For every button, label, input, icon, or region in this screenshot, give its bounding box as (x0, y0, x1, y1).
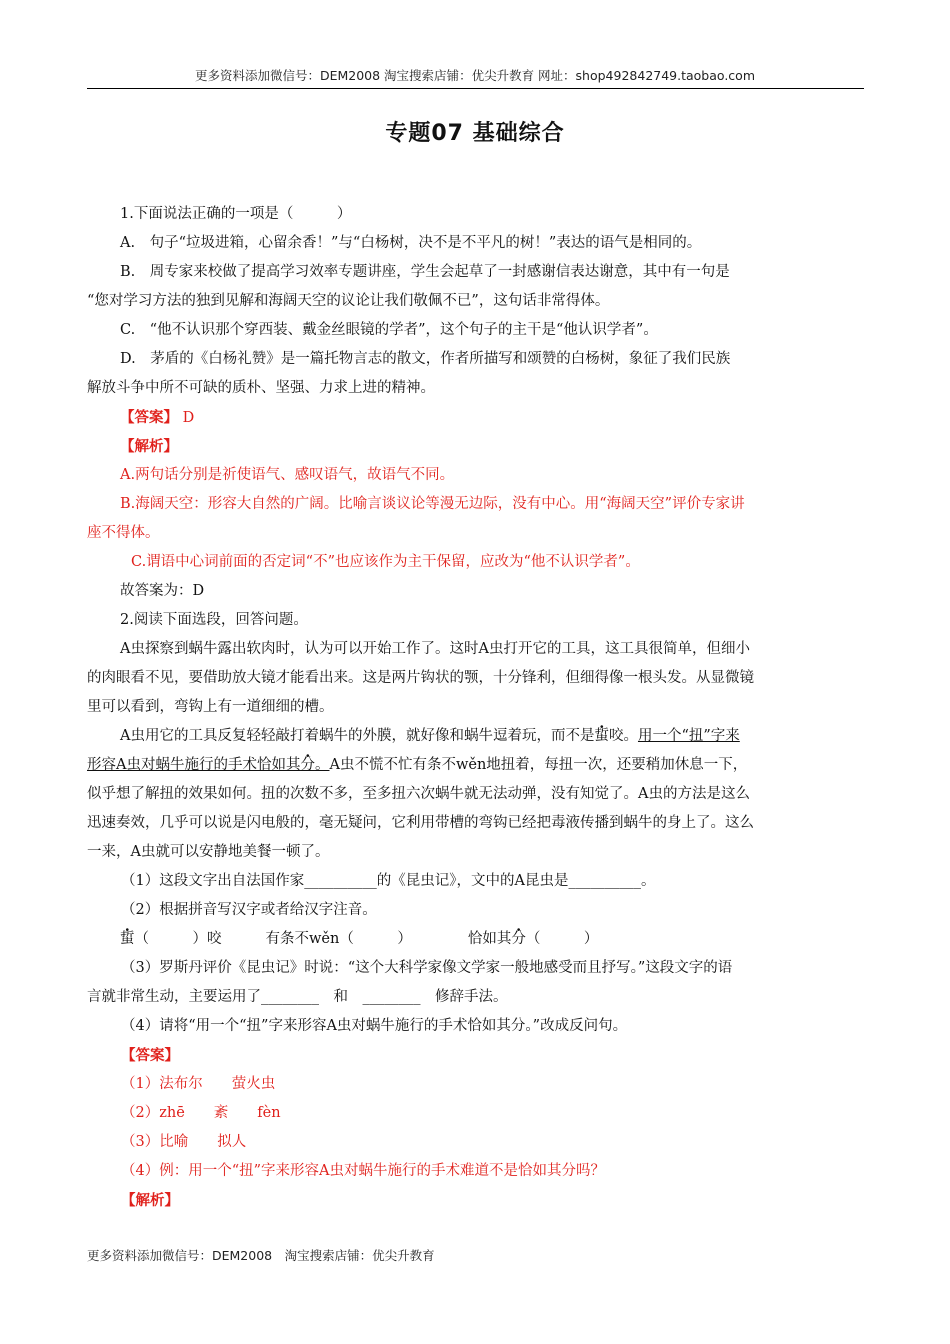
q1-option-c: C. “他不认识那个穿西装、戴金丝眼镜的学者”，这个句子的主干是“他认识学者”。 (120, 322, 658, 338)
q1-final-answer: 故答案为：D (120, 583, 205, 599)
q2-passage-p1-line1: A虫探察到蜗牛露出软肉时，认为可以开始工作了。这时A虫打开它的工具，这工具很简单，但细小 (120, 641, 750, 657)
underlined-sentence-part1: 用一个“扭”字来 (637, 728, 740, 744)
q2-passage-p2-line4: 迅速奏效，几乎可以说是闪电般的，毫无疑问，它利用带槽的弯钩已经把毒液传播到蜗牛的身上了。这么 (87, 815, 754, 831)
q2-passage-p2-line5: 一来，A虫就可以安静地美餐一顿了。 (87, 844, 330, 860)
document-body (87, 200, 863, 1215)
page-footer: 更多资料添加微信号：DEM2008 淘宝搜索店铺：优尖升教育 (87, 1248, 435, 1263)
dotted-char-fen-item: 分 (511, 931, 526, 947)
q1-option-b-line1: B. 周专家来校做了提高学习效率专题讲座，学生会起草了一封感谢信表达谢意，其中有一句是 (120, 264, 730, 280)
q2-stem: 2.阅读下面选段，回答问题。 (120, 612, 308, 628)
q2-pinyin-items: 蜇（ ）咬 有条不wěn（ ） 恰如其分（ ） (120, 931, 599, 947)
answer-label: 【答案】 (120, 409, 178, 426)
q2-subquestion-3-line1: （3）罗斯丹评价《昆虫记》时说：“这个大科学家像文学家一般地感受而且抒写。”这段文字的语 (121, 960, 733, 976)
q2-passage-p2-line2: 形容A虫对蜗牛施行的手术恰如其分。A虫不慌不忙有条不wěn地扭着，每扭一次，还要稍加休息一下， (87, 757, 748, 773)
q1-explanation-b-line1: B.海阔天空：形容大自然的广阔。比喻言谈议论等漫无边际，没有中心。用“海阔天空”评价专家讲 (120, 496, 745, 512)
q2-answer-label: 【答案】 (121, 1047, 179, 1064)
q2-subquestion-3-line2: 言就非常生动，主要运用了________ 和 ________ 修辞手法。 (87, 989, 508, 1005)
q1-option-a: A. 句子“垃圾进箱，心留余香！”与“白杨树，决不是不平凡的树！”表达的语气是相同的。 (120, 235, 702, 251)
answer-value: D (178, 410, 195, 426)
q1-option-b-line2: “您对学习方法的独到见解和海阔天空的议论让我们敬佩不已”，这句话非常得体。 (87, 293, 610, 309)
q1-option-d-line2: 解放斗争中所不可缺的质朴、坚强、力求上进的精神。 (87, 380, 435, 396)
dotted-char-zhe: 蜇 (594, 728, 609, 744)
q2-answer-4: （4）例：用一个“扭”字来形容A虫对蜗牛施行的手术难道不是恰如其分吗？ (121, 1163, 606, 1179)
dotted-char-fen: 分 (300, 757, 315, 773)
q1-explanation-c: C.谓语中心词前面的否定词“不”也应该作为主干保留，应改为“他不认识学者”。 (131, 554, 640, 570)
q2-passage-p1-line2: 的肉眼看不见，要借助放大镜才能看出来。这是两片钩状的颚，十分锋利，但细得像一根头发。从显微镜 (87, 670, 754, 686)
q1-answer (87, 403, 863, 432)
q1-analysis-label: 【解析】 (120, 438, 178, 455)
q1-stem: 1.下面说法正确的一项是（ ） (120, 206, 352, 222)
header-rule (87, 88, 864, 89)
underlined-sentence-part2: 形容A虫对蜗牛施行的手术恰如其分。 (87, 757, 330, 773)
q2-analysis-label: 【解析】 (121, 1192, 179, 1209)
q2-answer-3: （3）比喻 拟人 (121, 1134, 247, 1150)
q1-explanation-b-line2: 座不得体。 (87, 525, 160, 541)
q2-subquestion-1: （1）这段文字出自法国作家__________的《昆虫记》，文中的A昆虫是__________。 (121, 873, 656, 889)
page-title: 专题07 基础综合 (385, 121, 565, 146)
dotted-char-zhe-item: 蜇 (120, 931, 135, 947)
q2-passage-p2-line3: 似乎想了解扭的效果如何。扭的次数不多，至多扭六次蜗牛就无法动弹，没有知觉了。A虫的方法是这么 (87, 786, 750, 802)
q2-passage-p1-line3: 里可以看到，弯钩上有一道细细的槽。 (87, 699, 334, 715)
pinyin-item-wen: 有条不wěn（ ） (265, 931, 412, 947)
q1-explanation-a: A.两句话分别是祈使语气、感叹语气，故语气不同。 (120, 467, 455, 483)
q2-subquestion-4: （4）请将“用一个“扭”字来形容A虫对蜗牛施行的手术恰如其分。”改成反问句。 (121, 1018, 628, 1034)
q2-subquestion-2: （2）根据拼音写汉字或者给汉字注音。 (121, 902, 377, 918)
q2-answer-2: （2）zhē 紊 fèn (121, 1105, 281, 1121)
q2-answer-1: （1）法布尔 萤火虫 (121, 1076, 276, 1092)
q2-passage-p2-line1: A虫用它的工具反复轻轻敲打着蜗牛的外膜，就好像和蜗牛逗着玩，而不是蜇咬。用一个“扭”字来 (120, 728, 740, 744)
page-header: 更多资料添加微信号：DEM2008 淘宝搜索店铺：优尖升教育 网址：shop492842749.taobao.com (194, 68, 756, 83)
q1-option-d-line1: D. 茅盾的《白杨礼赞》是一篇托物言志的散文，作者所描写和颂赞的白杨树，象征了我们民族 (120, 351, 731, 367)
